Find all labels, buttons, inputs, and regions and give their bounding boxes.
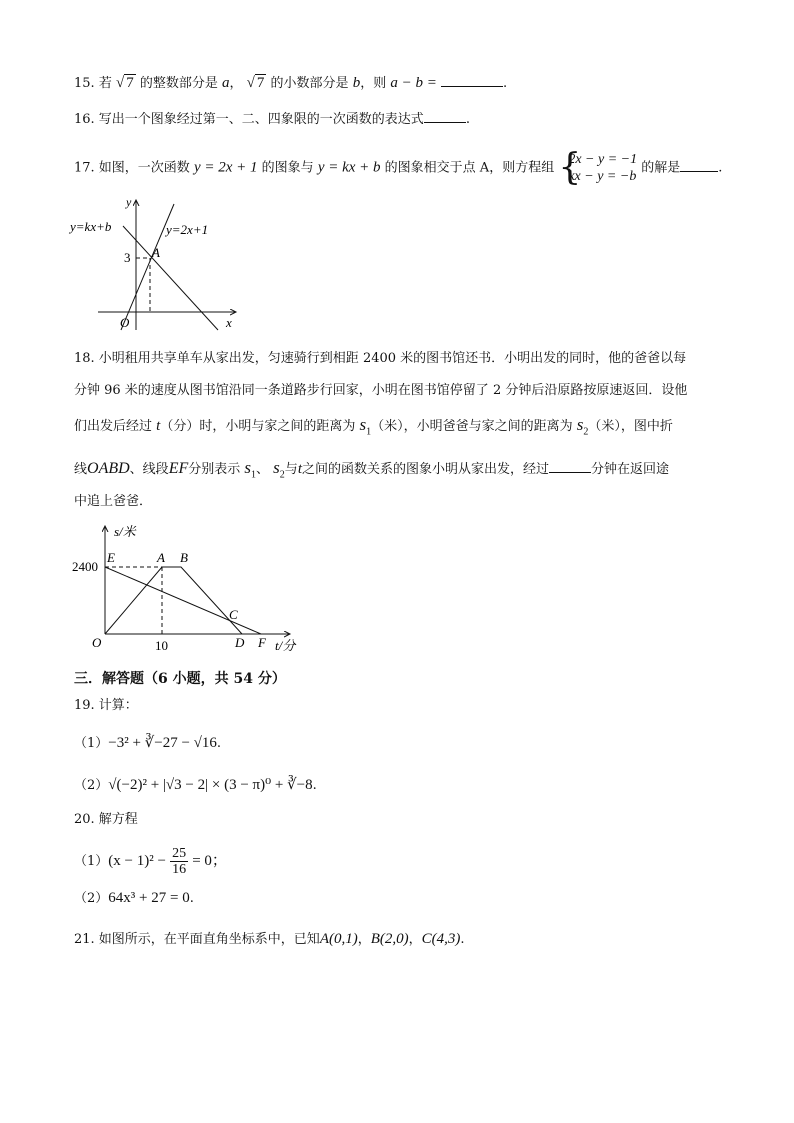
figure-18-graph <box>70 520 310 658</box>
var-s2: $s_2$ <box>576 415 589 438</box>
q18-line3a: 们出发后经过 <box>74 419 153 434</box>
polyline-oabd: OABD <box>87 460 130 477</box>
label-line-2x-1: y=2x+1 <box>166 222 209 237</box>
var-s1-b: $s_1$ <box>244 458 257 481</box>
q17-text2: 的图象与 <box>261 160 314 176</box>
var-b: b <box>352 75 361 91</box>
point-b: B <box>180 550 188 565</box>
q18-line3d: （米），图中折 <box>588 419 673 434</box>
q20-p2-label: （2） <box>74 891 109 906</box>
q18-line2-text: 分钟 96 米的速度从图书馆沿同一条道路步行回家，小明在图书馆停留了 2 分钟后沿原路按原速返回．设他 <box>74 383 688 398</box>
label-y: y <box>126 195 132 209</box>
brace-icon: { <box>558 147 582 188</box>
q17-text1: 17. 如图，一次函数 <box>74 160 190 176</box>
fraction-25-16: $\frac{25}{16}$ <box>172 846 187 877</box>
label-x: x <box>226 315 232 330</box>
answer-blank-17[interactable] <box>680 159 718 172</box>
figure-17-graph <box>68 194 248 334</box>
question-17 <box>74 147 723 188</box>
q15-text5: ，则 <box>360 76 387 91</box>
q18-line3b: （分）时，小明与家之间的距离为 <box>160 419 356 434</box>
point-a-coord: A(0,1) <box>319 931 358 947</box>
label-line-kx-b: y=kx+b <box>70 219 112 234</box>
equation-1: 2x − y = −1 <box>568 152 638 167</box>
q19-p1-expression: −3² + ∛−27 − √16 <box>108 735 217 751</box>
q18-line4g: 分钟在返回途 <box>591 462 670 477</box>
point-a: A <box>157 550 165 565</box>
q19-p2-end: . <box>312 778 317 793</box>
question-18-line-2 <box>74 382 687 400</box>
section-title: 三．解答题（6 小题，共 54 分） <box>74 671 286 687</box>
q20-title: 20. 解方程 <box>74 812 138 827</box>
q20-part-1 <box>74 846 227 877</box>
line-y-kx-plus-b <box>123 226 218 330</box>
q18-line4b: 、线段 <box>129 462 169 477</box>
q20-p1-left: (x − 1)² − <box>108 853 166 869</box>
sqrt-7-first: √ 7 <box>115 75 134 91</box>
q18-line4e: 与 <box>284 462 298 477</box>
q21-end: . <box>460 932 465 947</box>
q15-expression: a − b = <box>390 75 437 91</box>
question-15 <box>74 74 507 93</box>
q19-p1-end: . <box>216 736 222 751</box>
equation-2: kx − y = −b <box>568 169 637 184</box>
answer-blank-15[interactable] <box>441 74 503 87</box>
q16-end: . <box>465 112 470 127</box>
question-18-line-5 <box>74 493 152 511</box>
label-point-a: A <box>152 245 160 260</box>
question-18-line-1 <box>74 350 686 368</box>
point-c-coord: C(4,3) <box>421 931 461 947</box>
q15-text1: 若 <box>98 76 112 91</box>
q20-p1-label: （1） <box>74 854 109 869</box>
q19-title: 19. 计算： <box>74 698 138 713</box>
q18-line4a: 线 <box>74 462 88 477</box>
question-18-line-3 <box>74 416 673 441</box>
q18-line4d: 、 <box>256 462 270 477</box>
tick-10: 10 <box>155 638 168 653</box>
var-t: t <box>156 418 161 434</box>
q17-end: . <box>718 160 723 176</box>
q19-part-2 <box>74 776 317 795</box>
point-b-coord: B(2,0) <box>370 931 409 947</box>
tick-3: 3 <box>124 250 131 265</box>
q17-function-1: y = 2x + 1 <box>193 159 258 176</box>
q18-line4f: 之间的函数关系的图象小明从家出发，经过 <box>301 462 549 477</box>
polyline-oabd-graph <box>105 567 242 634</box>
q19-part-1 <box>74 734 221 753</box>
q19-p2-expression: √(−2)² + |√3 − 2| × (3 − π)⁰ + ∛−8 <box>108 777 313 793</box>
point-d: D <box>235 635 245 650</box>
segment-ef: EF <box>168 460 189 477</box>
q18-line5-text: 中追上爸爸． <box>74 494 153 509</box>
point-e: E <box>107 550 115 565</box>
q18-line1-text: 18. 小明租用共享单车从家出发，匀速骑行到相距 2400 米的图书馆还书．小明出发的同时，他的爸爸以每 <box>74 351 687 366</box>
var-s2-b: $s_2$ <box>273 458 285 481</box>
sqrt-7-second: √ 7 <box>246 75 265 91</box>
q21-sep1: ， <box>357 932 371 947</box>
q17-function-2: y = kx + b <box>317 159 381 176</box>
question-16 <box>74 110 470 129</box>
answer-blank-18[interactable] <box>549 460 591 473</box>
q15-number: 15. <box>74 76 95 91</box>
axis-label-t: t/分 <box>275 638 296 653</box>
q19-p2-label: （2） <box>74 778 109 793</box>
point-o: O <box>92 635 102 650</box>
equation-system <box>558 147 638 188</box>
q20-p2-end: . <box>189 891 194 906</box>
question-21 <box>74 930 465 949</box>
q19-p1-label: （1） <box>74 736 109 751</box>
q15-comma: ， <box>229 76 243 91</box>
q21-text: 21. 如图所示，在平面直角坐标系中，已知 <box>74 932 320 947</box>
q15-end: . <box>503 76 508 91</box>
question-18-line-4 <box>74 459 669 484</box>
answer-blank-16[interactable] <box>424 110 466 123</box>
q20-p1-right: = 0； <box>192 853 227 869</box>
q16-text: 16. 写出一个图象经过第一、二、四象限的一次函数的表达式 <box>74 112 424 127</box>
q20-p2-expression: 64x³ + 27 = 0 <box>108 890 190 906</box>
q15-text4: 的小数部分是 <box>270 76 349 91</box>
q18-line3c: （米），小明爸爸与家之间的距离为 <box>371 419 573 434</box>
q18-line4c: 分别表示 <box>188 462 241 477</box>
var-a: a <box>222 75 230 91</box>
q20-part-2 <box>74 889 194 908</box>
q17-text4: 的解是 <box>641 160 681 176</box>
tick-2400: 2400 <box>72 559 98 574</box>
label-origin: O <box>120 315 130 330</box>
q17-text3: 的图象相交于点 A，则方程组 <box>384 160 555 176</box>
point-c: C <box>229 607 238 622</box>
segment-ef-graph <box>105 567 261 634</box>
var-s1: $s_1$ <box>359 415 372 438</box>
axis-label-s: s/米 <box>114 524 136 539</box>
q15-text2: 的整数部分是 <box>139 76 218 91</box>
point-f: F <box>258 635 266 650</box>
var-t-b: t <box>297 461 302 477</box>
q21-sep2: ， <box>408 932 422 947</box>
